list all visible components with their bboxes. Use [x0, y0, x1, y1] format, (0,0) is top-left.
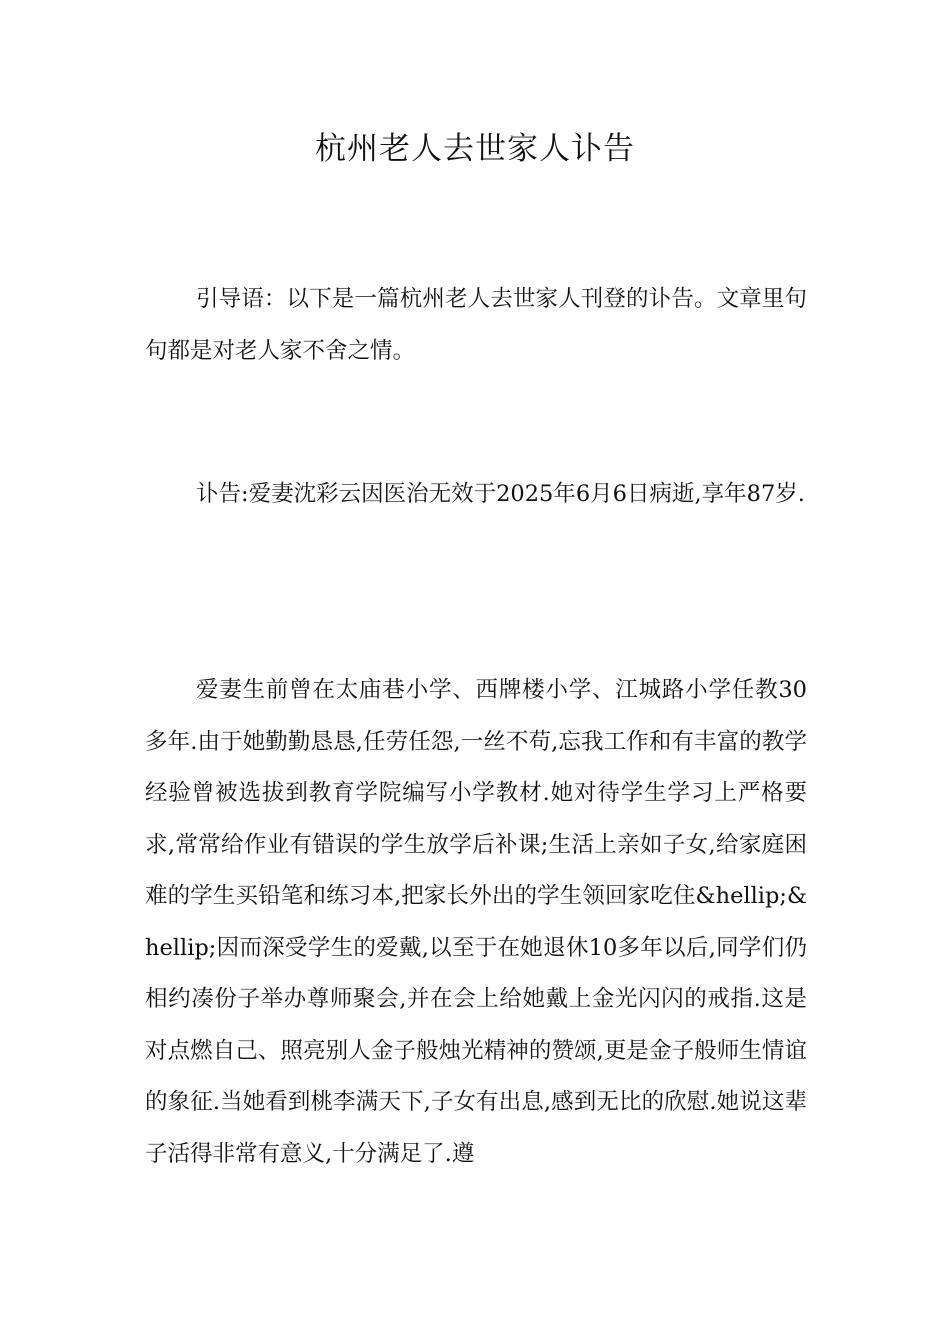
- intro-paragraph: 引导语：以下是一篇杭州老人去世家人刊登的讣告。文章里句句都是对老人家不舍之情。: [145, 286, 807, 364]
- biography-paragraph: 爱妻生前曾在太庙巷小学、西牌楼小学、江城路小学任教30多年.由于她勤勤恳恳,任劳任怨,一丝不苟,忘我工作和有丰富的教学经验曾被选拔到教育学院编写小学教材.她对待学生学习上严格要求,常常给作业有错误的学生放学后补课;生活上亲如子女,给家庭困难的学生买铅笔和练习本,把家长外出的学生领回家吃住&hellip;&hellip;因而深受学生的爱戴,以至于在她退休10多年以后,同学们仍相约凑份子举办尊师聚会,并在会上给她戴上金光闪闪的戒指.这是对点燃自己、照亮别人金子般烛光精神的赞颂,更是金子般师生情谊的象征.当她看到桃李满天下,子女有出息,感到无比的欣慰.她说这辈子活得非常有意义,十分满足了.遵: [145, 677, 807, 1167]
- obituary-notice-paragraph: 讣告:爱妻沈彩云因医治无效于2025年6月6日病逝,享年87岁.: [196, 481, 805, 507]
- document-title: 杭州老人去世家人讣告: [315, 131, 635, 167]
